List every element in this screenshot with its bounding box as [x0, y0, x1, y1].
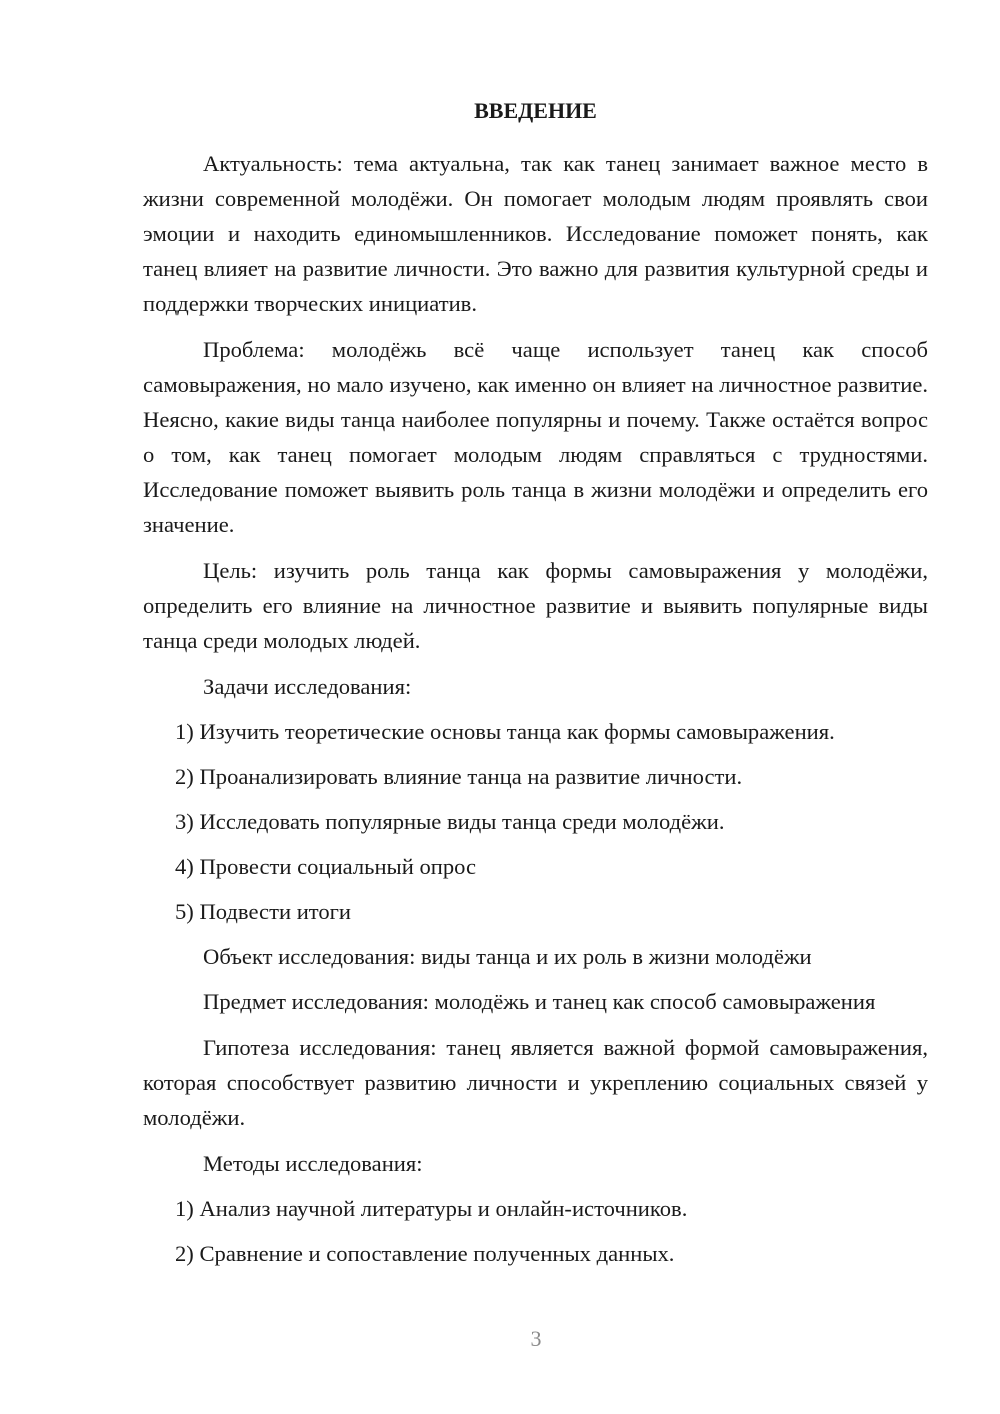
task-item: 3) Исследовать популярные виды танца среди молодёжи. — [175, 809, 725, 834]
goal-paragraph: Цель: изучить роль танца как формы самовыражения у молодёжи, определить его влияние на личностное развитие и выявить популярные виды танца среди молодых людей. — [143, 558, 928, 653]
task-item: 1) Изучить теоретические основы танца как формы самовыражения. — [175, 719, 835, 744]
task-item: 4) Провести социальный опрос — [175, 854, 477, 879]
problem-paragraph: Проблема: молодёжь всё чаще использует танец как способ самовыражения, но мало изучено, как именно он влияет на личностное развитие. Неясно, какие виды танца наиболее популярны и почему. Также остаётся вопрос о том, как танец помогает молодым людям справляться с трудностями. Исследование поможет выявить роль танца в жизни молодёжи и определить его значение. — [143, 337, 928, 537]
research-hypothesis: Гипотеза исследования: танец является важной формой самовыражения, которая способствует развитию личности и укреплению социальных связей у молодёжи. — [143, 1035, 928, 1130]
methods-heading: Методы исследования: — [203, 1151, 423, 1176]
section-heading: ВВЕДЕНИЕ — [474, 98, 597, 123]
page-content — [143, 92, 928, 1281]
task-item: 2) Проанализировать влияние танца на развитие личности. — [175, 764, 743, 789]
tasks-heading: Задачи исследования: — [203, 674, 412, 699]
method-item: 2) Сравнение и сопоставление полученных данных. — [175, 1241, 675, 1266]
relevance-paragraph: Актуальность: тема актуальна, так как танец занимает важное место в жизни современной молодёжи. Он помогает молодым людям проявлять свои эмоции и находить единомышленников. Исследование поможет понять, как танец влияет на развитие личности. Это важно для развития культурной среды и поддержки творческих инициатив. — [143, 151, 928, 316]
page-number: 3 — [530, 1326, 542, 1351]
research-subject: Предмет исследования: молодёжь и танец как способ самовыражения — [203, 989, 876, 1014]
task-item: 5) Подвести итоги — [175, 899, 352, 924]
method-item: 1) Анализ научной литературы и онлайн-источников. — [175, 1196, 688, 1221]
research-object: Объект исследования: виды танца и их роль в жизни молодёжи — [203, 944, 812, 969]
